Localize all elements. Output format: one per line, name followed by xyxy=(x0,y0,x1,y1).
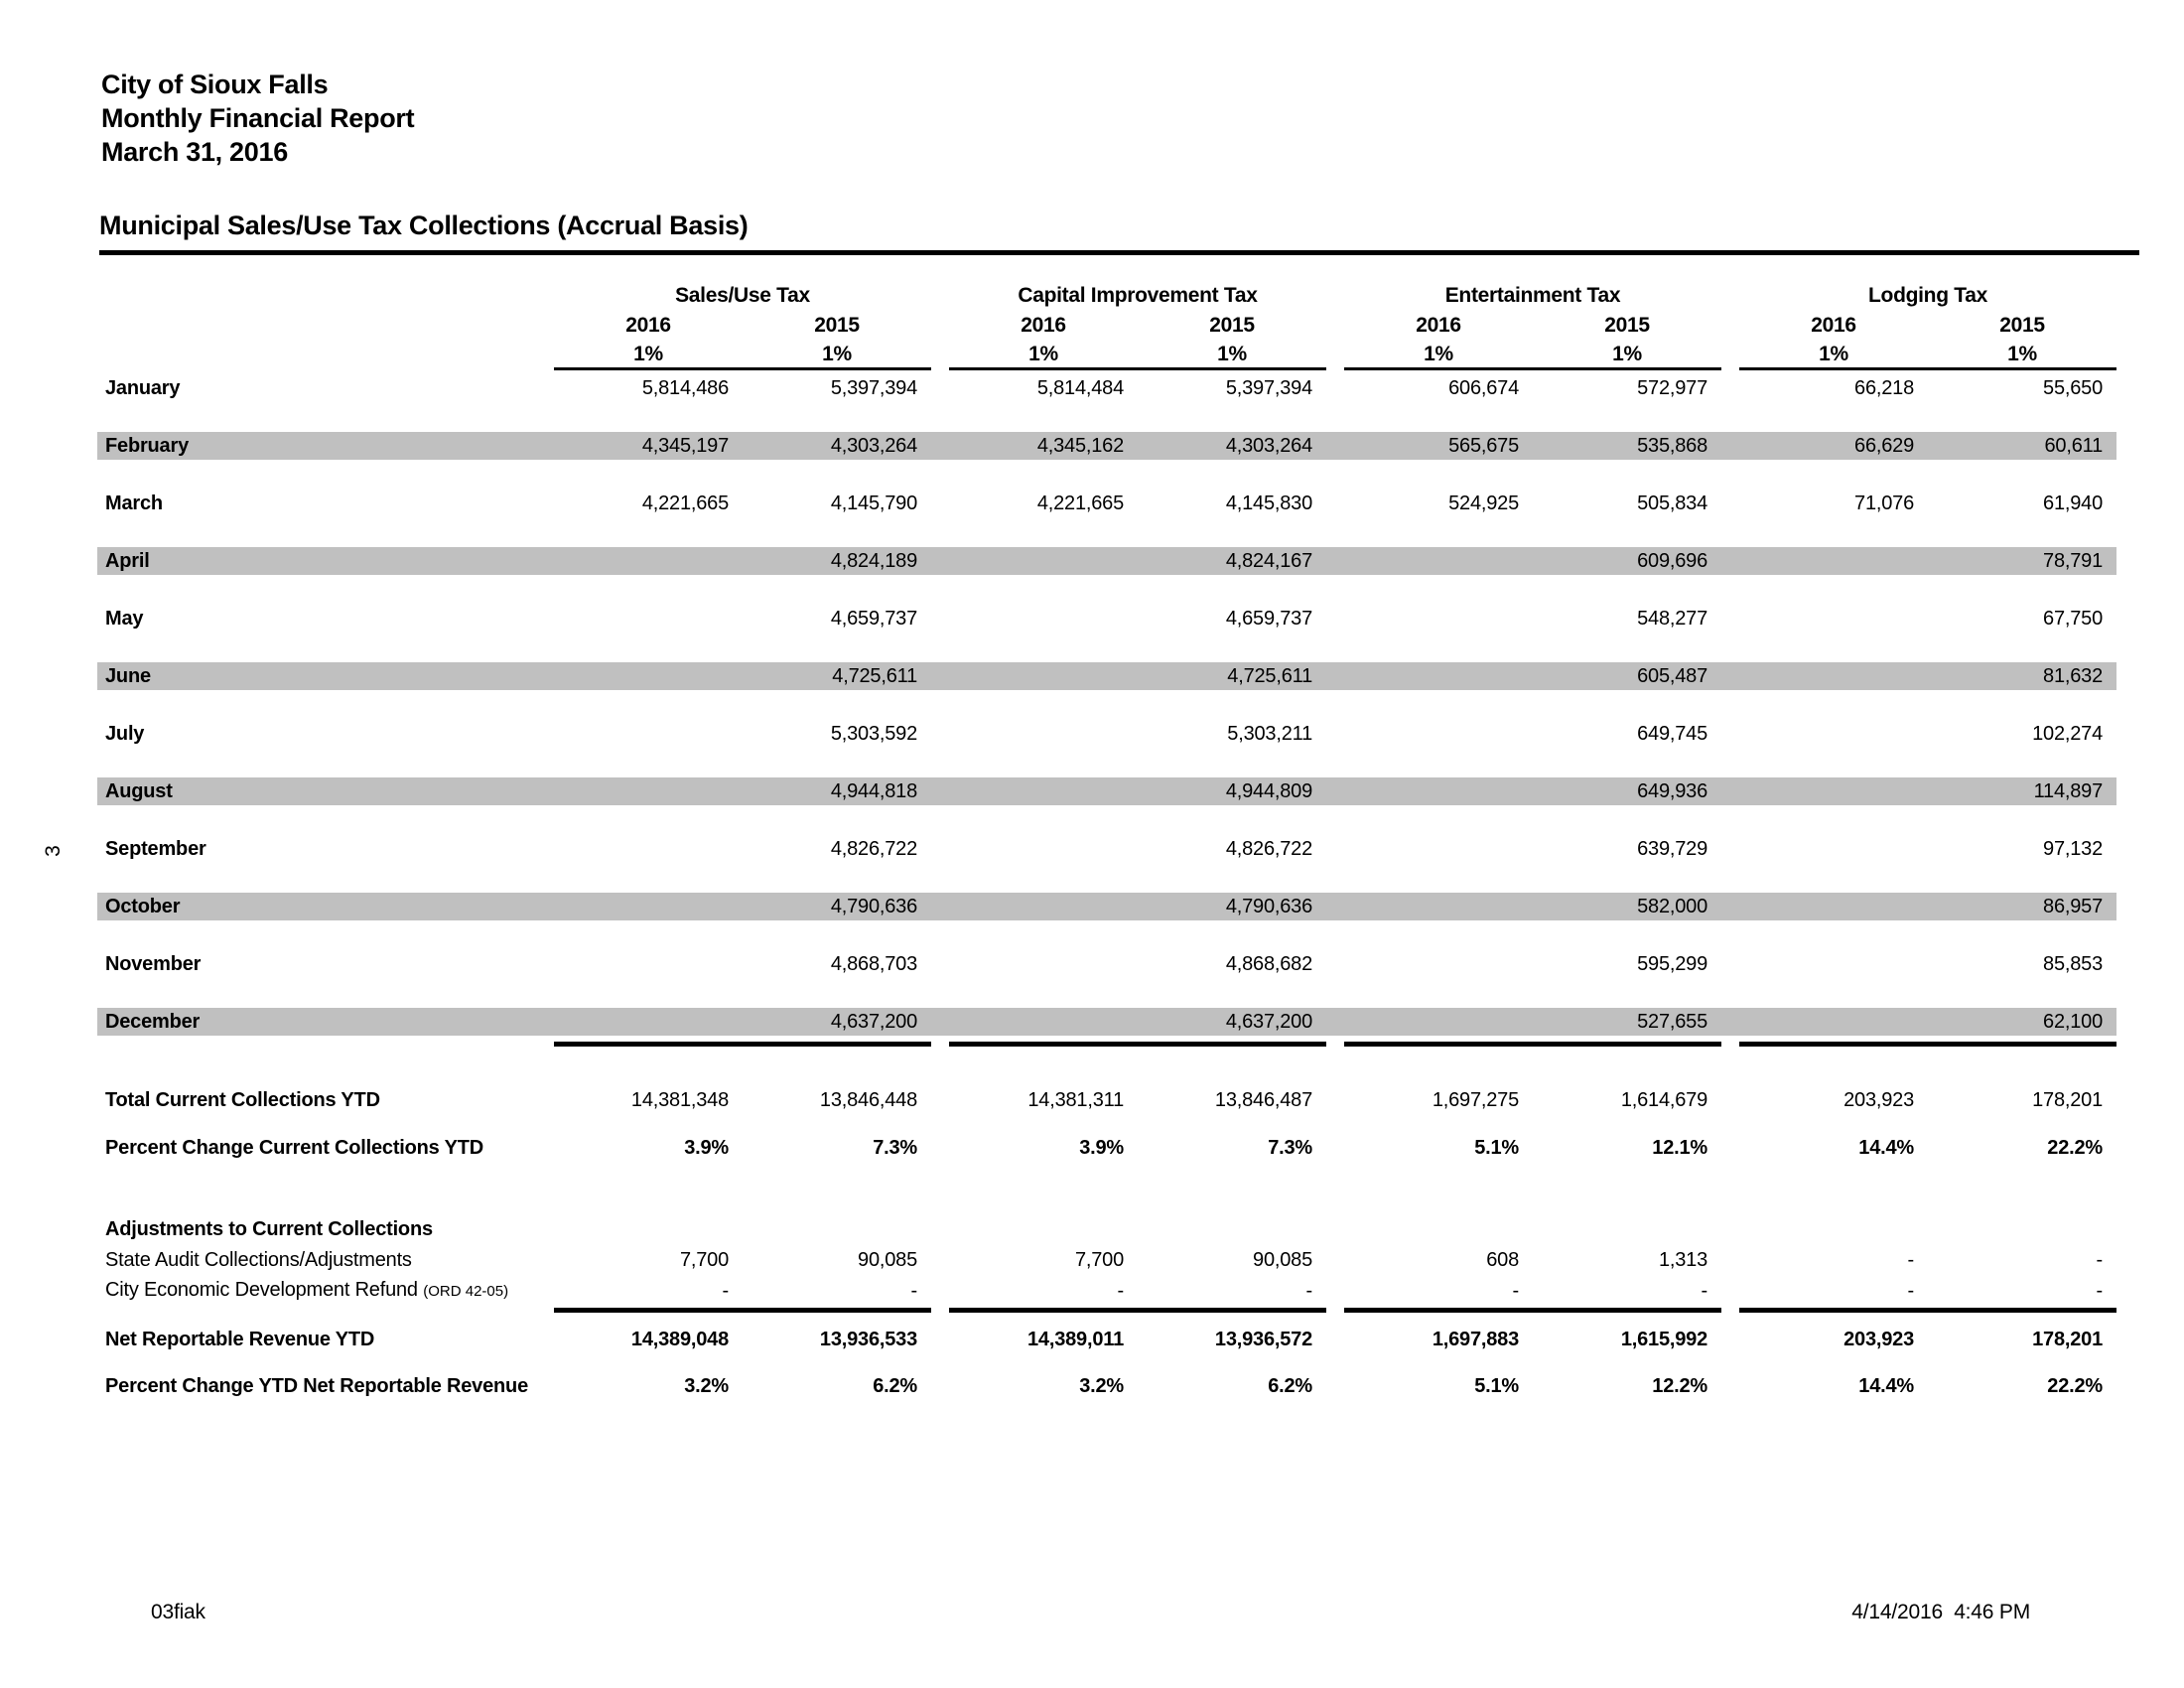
divider-row xyxy=(97,1042,2116,1048)
year-header: 2016 xyxy=(1416,314,1461,337)
month-row-december xyxy=(97,1008,2116,1036)
cell-value: 4,637,200 xyxy=(830,1011,917,1033)
cell-value: 535,868 xyxy=(1637,435,1707,457)
cell-value: 67,750 xyxy=(2043,608,2103,630)
tax-collections-table xyxy=(97,281,2116,1401)
rate-header-row xyxy=(97,341,2116,368)
year-header: 2015 xyxy=(1209,314,1255,337)
cell-value: - xyxy=(2096,1249,2103,1271)
cell-value: - xyxy=(910,1280,917,1302)
month-row-june xyxy=(97,662,2116,690)
rate-header: 1% xyxy=(633,343,663,365)
cell-value: 4,145,790 xyxy=(830,492,917,514)
cell-value: - xyxy=(1701,1280,1707,1302)
cell-value: 13,936,533 xyxy=(819,1329,917,1350)
rate-header: 1% xyxy=(1028,343,1058,365)
cell-value: 5.1% xyxy=(1474,1137,1519,1159)
cell-value: 71,076 xyxy=(1854,492,1914,514)
row-label: Total Current Collections YTD xyxy=(105,1089,380,1111)
rate-header: 1% xyxy=(1217,343,1247,365)
report-date: March 31, 2016 xyxy=(101,137,288,167)
cell-value: 3.2% xyxy=(1079,1375,1124,1397)
cell-value: - xyxy=(1117,1280,1124,1302)
section-title: Municipal Sales/Use Tax Collections (Accrual Basis) xyxy=(99,211,2139,255)
cell-value: 595,299 xyxy=(1637,953,1707,975)
cell-value: 4,659,737 xyxy=(1225,608,1312,630)
cell-value: 14.4% xyxy=(1858,1375,1914,1397)
state-audit-row xyxy=(97,1246,2116,1274)
rate-header: 1% xyxy=(1612,343,1642,365)
cell-value: 12.2% xyxy=(1652,1375,1707,1397)
cell-value: 1,697,275 xyxy=(1432,1089,1519,1111)
cell-value: 5,397,394 xyxy=(830,377,917,399)
cell-value: 203,923 xyxy=(1843,1089,1914,1111)
rule-line xyxy=(949,1308,1138,1313)
report-header xyxy=(101,68,414,169)
cell-value: 13,936,572 xyxy=(1214,1329,1312,1350)
rule-line xyxy=(1739,1042,1928,1047)
cell-value: - xyxy=(722,1280,729,1302)
rule-line xyxy=(743,1042,931,1047)
cell-value: 1,615,992 xyxy=(1620,1329,1707,1350)
month-label: March xyxy=(105,492,163,514)
month-label: January xyxy=(105,377,181,399)
page-number-rotated: 3 xyxy=(41,845,65,857)
cell-value: 62,100 xyxy=(2043,1011,2103,1033)
cell-value: 178,201 xyxy=(2032,1329,2103,1350)
rule-line xyxy=(949,1042,1138,1047)
rule-line xyxy=(1739,1308,1928,1313)
month-row-october xyxy=(97,893,2116,920)
year-header: 2016 xyxy=(625,314,671,337)
month-row-february xyxy=(97,432,2116,460)
cell-value: 4,303,264 xyxy=(830,435,917,457)
cell-value: 649,745 xyxy=(1637,723,1707,745)
cell-value: 178,201 xyxy=(2032,1089,2103,1111)
rate-header: 1% xyxy=(2007,343,2037,365)
cell-value: - xyxy=(2096,1280,2103,1302)
row-label: Net Reportable Revenue YTD xyxy=(105,1329,375,1350)
cell-value: 86,957 xyxy=(2043,896,2103,917)
cell-value: 81,632 xyxy=(2043,665,2103,687)
group-header-lodging-tax: Lodging Tax xyxy=(1868,284,1987,307)
rule-line xyxy=(1928,1042,2116,1047)
month-label: June xyxy=(105,665,151,687)
cell-value: - xyxy=(1907,1280,1914,1302)
cell-value: 4,868,682 xyxy=(1225,953,1312,975)
footer-document-id: 03fiak xyxy=(151,1601,205,1623)
cell-value: 582,000 xyxy=(1637,896,1707,917)
percent-change-net-revenue-row xyxy=(97,1371,2116,1401)
cell-value: 5,814,484 xyxy=(1036,377,1124,399)
cell-value: 4,824,167 xyxy=(1225,550,1312,572)
cell-value: 14.4% xyxy=(1858,1137,1914,1159)
cell-value: 22.2% xyxy=(2047,1375,2103,1397)
cell-value: 4,145,830 xyxy=(1225,492,1312,514)
cell-value: - xyxy=(1907,1249,1914,1271)
cell-value: 1,614,679 xyxy=(1620,1089,1707,1111)
cell-value: 7.3% xyxy=(873,1137,917,1159)
group-header-sales-use-tax: Sales/Use Tax xyxy=(675,284,810,307)
cell-value: 1,697,883 xyxy=(1432,1329,1519,1350)
row-label: Percent Change YTD Net Reportable Revenue xyxy=(105,1375,528,1397)
cell-value: - xyxy=(1512,1280,1519,1302)
report-subtitle: Monthly Financial Report xyxy=(101,103,415,133)
month-label: February xyxy=(105,435,189,457)
month-row-november xyxy=(97,950,2116,978)
cell-value: 203,923 xyxy=(1843,1329,1914,1350)
rule-line xyxy=(743,1308,931,1313)
month-row-august xyxy=(97,777,2116,805)
cell-value: 606,674 xyxy=(1448,377,1519,399)
year-header: 2016 xyxy=(1811,314,1856,337)
cell-value: 608 xyxy=(1486,1249,1519,1271)
rule-line xyxy=(1928,1308,2116,1313)
rate-header: 1% xyxy=(1819,343,1848,365)
cell-value: 90,085 xyxy=(1253,1249,1312,1271)
rule-line xyxy=(1344,1308,1533,1313)
cell-value: 4,221,665 xyxy=(641,492,729,514)
cell-value: 4,303,264 xyxy=(1225,435,1312,457)
month-label: May xyxy=(105,608,144,630)
cell-value: 649,936 xyxy=(1637,780,1707,802)
cell-value: 4,637,200 xyxy=(1225,1011,1312,1033)
cell-value: 4,725,611 xyxy=(1227,665,1312,687)
cell-value: 60,611 xyxy=(2044,435,2103,457)
cell-value: 3.9% xyxy=(1079,1137,1124,1159)
cell-value: 13,846,448 xyxy=(819,1089,917,1111)
cell-value: 4,790,636 xyxy=(830,896,917,917)
month-label: December xyxy=(105,1011,201,1033)
month-row-september xyxy=(97,835,2116,863)
cell-value: 639,729 xyxy=(1637,838,1707,860)
cell-value: 5,303,211 xyxy=(1227,723,1312,745)
cell-value: 3.9% xyxy=(684,1137,729,1159)
rate-header: 1% xyxy=(822,343,852,365)
cell-value: 5.1% xyxy=(1474,1375,1519,1397)
rule-line xyxy=(554,1042,743,1047)
cell-value: 61,940 xyxy=(2043,492,2103,514)
percent-change-row xyxy=(97,1133,2116,1163)
month-label: July xyxy=(105,723,145,745)
divider-row xyxy=(97,1308,2116,1314)
cell-value: 605,487 xyxy=(1637,665,1707,687)
month-row-january xyxy=(97,374,2116,402)
month-row-may xyxy=(97,605,2116,633)
cell-value: 4,345,197 xyxy=(641,435,729,457)
economic-development-refund-row xyxy=(97,1276,2116,1304)
cell-value: 609,696 xyxy=(1637,550,1707,572)
cell-value: 3.2% xyxy=(684,1375,729,1397)
row-label: Percent Change Current Collections YTD xyxy=(105,1137,483,1159)
cell-value: 13,846,487 xyxy=(1214,1089,1312,1111)
cell-value: 78,791 xyxy=(2043,550,2103,572)
cell-value: 6.2% xyxy=(1268,1375,1312,1397)
cell-value: 7,700 xyxy=(1074,1249,1124,1271)
group-header-entertainment-tax: Entertainment Tax xyxy=(1444,284,1621,307)
rule-line xyxy=(1533,1308,1721,1313)
year-header-row xyxy=(97,311,2116,341)
cell-value: 102,274 xyxy=(2032,723,2103,745)
month-label: November xyxy=(105,953,202,975)
cell-value: 565,675 xyxy=(1448,435,1519,457)
cell-value: 4,725,611 xyxy=(832,665,917,687)
rule-line xyxy=(554,1308,743,1313)
adjustments-header-row xyxy=(97,1214,2116,1244)
cell-value: 97,132 xyxy=(2043,838,2103,860)
cell-value: 7.3% xyxy=(1268,1137,1312,1159)
rule-line xyxy=(1138,1308,1326,1313)
cell-value: 7,700 xyxy=(679,1249,729,1271)
net-reportable-revenue-row xyxy=(97,1324,2116,1355)
cell-value: 572,977 xyxy=(1637,377,1707,399)
cell-value: 4,826,722 xyxy=(1225,838,1312,860)
rate-header: 1% xyxy=(1424,343,1453,365)
cell-value: 4,345,162 xyxy=(1036,435,1124,457)
month-row-march xyxy=(97,490,2116,517)
cell-value: 4,790,636 xyxy=(1225,896,1312,917)
cell-value: 6.2% xyxy=(873,1375,917,1397)
cell-value: 114,897 xyxy=(2033,780,2103,802)
year-header: 2015 xyxy=(814,314,860,337)
cell-value: 5,814,486 xyxy=(641,377,729,399)
month-label: April xyxy=(105,550,150,572)
cell-value: 66,218 xyxy=(1854,377,1914,399)
cell-value: 12.1% xyxy=(1652,1137,1707,1159)
cell-value: 4,944,818 xyxy=(830,780,917,802)
cell-value: 4,826,722 xyxy=(830,838,917,860)
footer-print-timestamp: 4/14/2016 4:46 PM xyxy=(1851,1601,2030,1623)
cell-value: 548,277 xyxy=(1637,608,1707,630)
cell-value: 90,085 xyxy=(858,1249,917,1271)
cell-value: 4,944,809 xyxy=(1225,780,1312,802)
cell-value: 5,397,394 xyxy=(1225,377,1312,399)
rule-line xyxy=(1533,1042,1721,1047)
adjustments-header-label: Adjustments to Current Collections xyxy=(105,1218,433,1240)
cell-value: 55,650 xyxy=(2043,377,2103,399)
row-label-text: City Economic Development Refund xyxy=(105,1279,418,1301)
cell-value: 4,868,703 xyxy=(830,953,917,975)
month-label: August xyxy=(105,780,173,802)
row-label xyxy=(97,1276,554,1306)
cell-value: 505,834 xyxy=(1637,492,1707,514)
year-header: 2015 xyxy=(1604,314,1650,337)
report-title: City of Sioux Falls xyxy=(101,70,329,99)
year-header: 2016 xyxy=(1021,314,1066,337)
month-label: September xyxy=(105,838,206,860)
rule-line xyxy=(1138,1042,1326,1047)
month-row-july xyxy=(97,720,2116,748)
group-header-capital-improvement-tax: Capital Improvement Tax xyxy=(1018,284,1258,307)
cell-value: 22.2% xyxy=(2047,1137,2103,1159)
cell-value: 4,221,665 xyxy=(1036,492,1124,514)
cell-value: 524,925 xyxy=(1448,492,1519,514)
row-label-ordinance: (ORD 42-05) xyxy=(423,1283,509,1300)
rule-line xyxy=(1344,1042,1533,1047)
cell-value: 14,381,311 xyxy=(1027,1089,1124,1111)
cell-value: 14,389,011 xyxy=(1027,1329,1124,1350)
total-collections-row xyxy=(97,1085,2116,1115)
cell-value: 1,313 xyxy=(1658,1249,1707,1271)
month-rows xyxy=(97,374,2116,1036)
cell-value: 14,381,348 xyxy=(630,1089,729,1111)
cell-value: 5,303,592 xyxy=(830,723,917,745)
cell-value: 66,629 xyxy=(1854,435,1914,457)
year-header: 2015 xyxy=(1999,314,2045,337)
group-header-row xyxy=(97,281,2116,311)
cell-value: 4,659,737 xyxy=(830,608,917,630)
month-label: October xyxy=(105,896,181,917)
cell-value: 527,655 xyxy=(1637,1011,1707,1033)
cell-value: 4,824,189 xyxy=(830,550,917,572)
cell-value: - xyxy=(1305,1280,1312,1302)
cell-value: 85,853 xyxy=(2043,953,2103,975)
row-label: State Audit Collections/Adjustments xyxy=(105,1249,412,1271)
cell-value: 14,389,048 xyxy=(630,1329,729,1350)
month-row-april xyxy=(97,547,2116,575)
